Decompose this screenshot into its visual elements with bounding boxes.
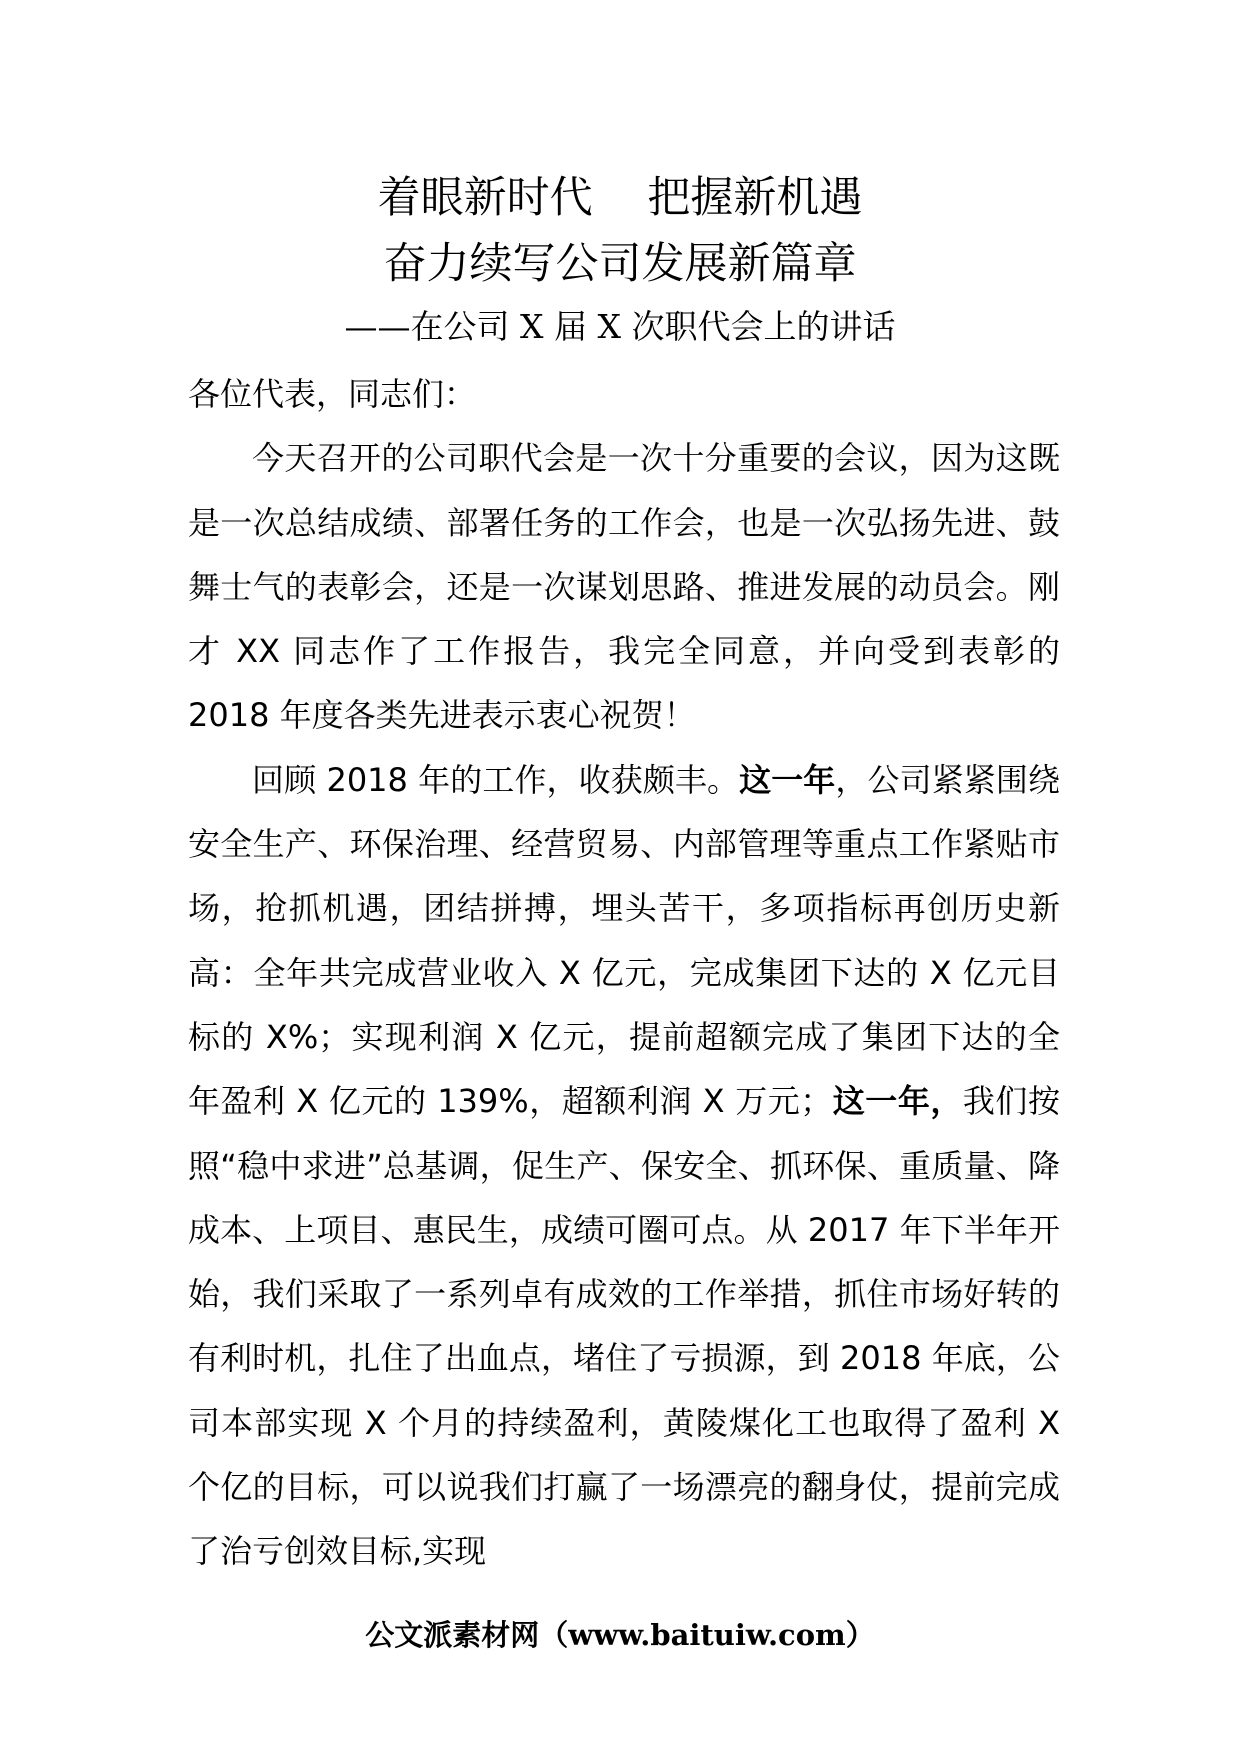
paragraph-review-emphasis-1: 这一年 xyxy=(739,760,836,799)
paragraph-review-text-1: 回顾 2018 年的工作，收获颇丰。 xyxy=(252,760,740,799)
paragraph-review-text-3: 我们按照“稳中求进”总基调，促生产、保安全、抓环保、重质量、降成本、上项目、惠民生，成绩可圈可点。从 2017 年下半年开始，我们采取了一系列卓有成效的工作举措，抓住市场好转的有利时机，扎住了出血点，堵住了亏损源，到 2018 年底，公司本部实现 X 个月的持续盈利，黄陵煤化工也取得了盈利 X 个亿的目标，可以说我们打赢了一场漂亮的翻身仗，提前完成了治亏创效目标,实现 xyxy=(188,1082,1060,1571)
title-line-2: 奋力续写公司发展新篇章 xyxy=(383,239,857,289)
paragraph-review xyxy=(188,748,1060,1584)
subtitle: ——在公司 X 届 X 次职代会上的讲话 xyxy=(344,307,896,346)
speech-body xyxy=(188,362,1060,1584)
salutation: 各位代表，同志们： xyxy=(188,375,477,413)
paragraph-review-text-2: ，公司紧紧围绕安全生产、环保治理、经营贸易、内部管理等重点工作紧贴市场，抢抓机遇，团结拼搏，埋头苦干，多项指标再创历史新高：全年共完成营业收入 X 亿元，完成集团下达的 X 亿元目标的 X%；实现利润 X 亿元，提前超额完成了集团下达的全年盈利 X 亿元的 139%，超额利润 X 万元； xyxy=(188,760,1060,1121)
title-line-1: 着眼新时代 把握新机遇 xyxy=(377,173,863,223)
footer-watermark: 公文派素材网（www.baituiw.com） xyxy=(365,1618,875,1652)
paragraph-intro: 今天召开的公司职代会是一次十分重要的会议，因为这既是一次总结成绩、部署任务的工作会，也是一次弘扬先进、鼓舞士气的表彰会，还是一次谋划思路、推进发展的动员会。刚才 XX 同志作了工作报告，我完全同意，并向受到表彰的 2018 年度各类先进表示衷心祝贺！ xyxy=(188,439,1060,735)
paragraph-review-emphasis-2: 这一年， xyxy=(832,1082,963,1121)
